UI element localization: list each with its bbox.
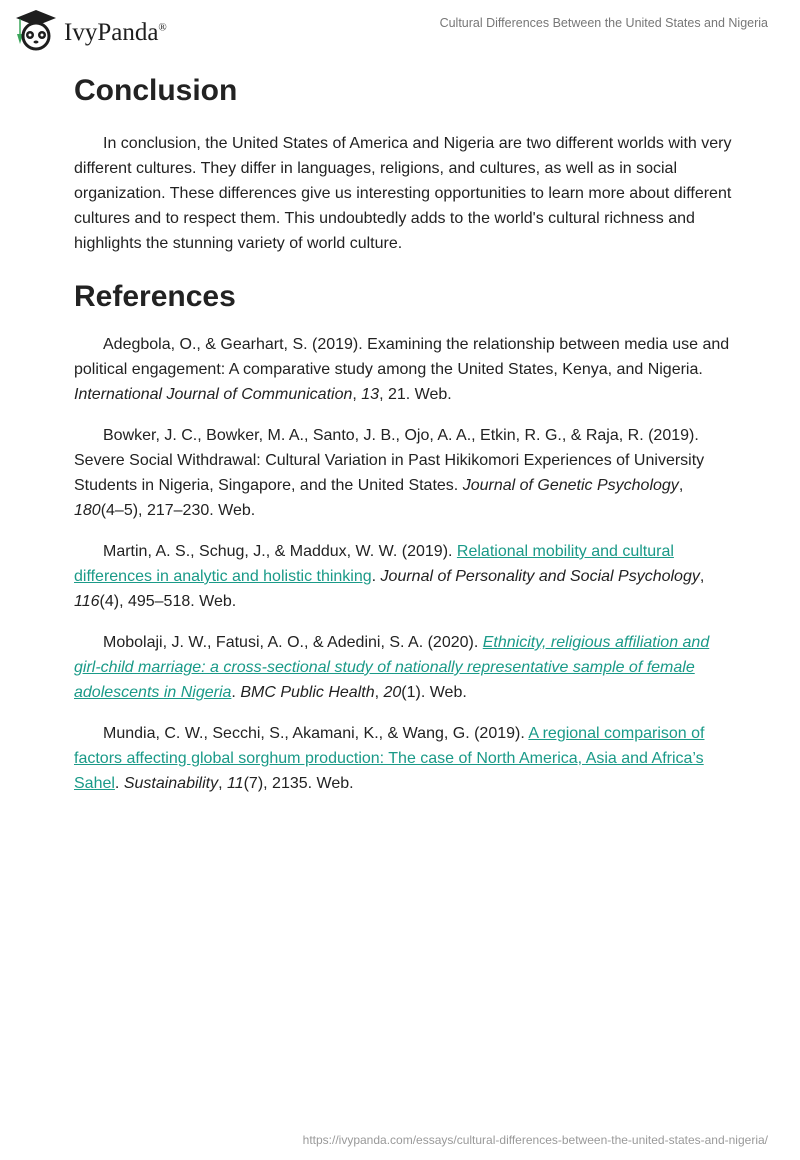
reference-italic-text: Sustainability	[123, 775, 219, 792]
reference-text: Martin, A. S., Schug, J., & Maddux, W. W. (2019).	[103, 543, 457, 560]
reference-text: .	[371, 568, 381, 585]
reference-italic-text: 13	[361, 386, 380, 403]
reference-item	[74, 423, 734, 523]
reference-italic-text: Journal of Genetic Psychology	[462, 477, 679, 494]
reference-text: Mundia, C. W., Secchi, S., Akamani, K., & Wang, G. (2019).	[103, 725, 529, 742]
panda-graduate-icon	[12, 8, 58, 52]
references-heading: References	[74, 280, 236, 313]
reference-italic-text: 180	[74, 502, 101, 519]
reference-list	[74, 332, 734, 796]
logo-text: IvyPanda	[64, 19, 159, 46]
reference-text: .	[231, 684, 241, 701]
ivypanda-logo[interactable]	[12, 8, 167, 52]
reference-text: (7), 2135. Web.	[243, 775, 354, 792]
reference-text: ,	[218, 775, 227, 792]
essay-content	[74, 70, 734, 796]
page-header	[0, 0, 800, 60]
reference-text: Bowker, J. C., Bowker, M. A., Santo, J. B., Ojo, A. A., Etkin, R. G., & Raja, R. (2019). Severe Social Withdrawal: Cultural Variation in Past Hikikomori Experiences of University Students in Nigeria, Singapore, and the United States.	[74, 427, 705, 494]
reference-text: ,	[699, 568, 705, 585]
conclusion-heading: Conclusion	[74, 74, 238, 107]
reference-italic-text: Journal of Personality and Social Psychology	[380, 568, 700, 585]
reference-text: (1). Web.	[401, 684, 467, 701]
reference-item	[74, 630, 734, 705]
reference-text: (4), 495–518. Web.	[99, 593, 237, 610]
reference-text: .	[114, 775, 124, 792]
registered-mark: ®	[158, 21, 167, 34]
reference-link[interactable]: Relational mobility and cultural differences in analytic and holistic thinking	[74, 543, 674, 585]
reference-italic-text: 20	[383, 684, 402, 701]
reference-italic-text: BMC Public Health	[240, 684, 375, 701]
reference-text: , 21. Web.	[379, 386, 452, 403]
page-url: https://ivypanda.com/essays/cultural-differences-between-the-united-states-and-nigeria/	[302, 1133, 768, 1147]
reference-text: (4–5), 217–230. Web.	[100, 502, 256, 519]
reference-item	[74, 539, 734, 614]
document-title: Cultural Differences Between the United States and Nigeria	[439, 16, 768, 30]
reference-italic-text: 11	[226, 775, 244, 792]
reference-item	[74, 332, 734, 407]
reference-link[interactable]: Ethnicity, religious affiliation and girl-child marriage: a cross-sectional study of nationally representative sample of female adolescents in Nigeria	[74, 634, 710, 701]
reference-text: ,	[678, 477, 684, 494]
conclusion-paragraph: In conclusion, the United States of America and Nigeria are two different worlds with very different cultures. They differ in languages, religions, and cultures, as well as in social organization. These differences give us interesting opportunities to learn more about different cultures and to respect them. This undoubtedly adds to the world's cultural richness and highlights the stunning variety of world culture.	[74, 135, 732, 252]
reference-text: Adegbola, O., & Gearhart, S. (2019). Examining the relationship between media use and political engagement: A comparative study among the United States, Kenya, and Nigeria.	[74, 336, 730, 378]
reference-text: ,	[352, 386, 362, 403]
reference-item	[74, 721, 734, 796]
reference-text: Mobolaji, J. W., Fatusi, A. O., & Adedini, S. A. (2020).	[103, 634, 483, 651]
reference-italic-text: 116	[74, 593, 100, 610]
reference-text: ,	[374, 684, 384, 701]
reference-italic-text: International Journal of Communication	[74, 386, 353, 403]
reference-link[interactable]: A regional comparison of factors affecting global sorghum production: The case of North America, Asia and Africa’s Sahel	[74, 725, 705, 792]
